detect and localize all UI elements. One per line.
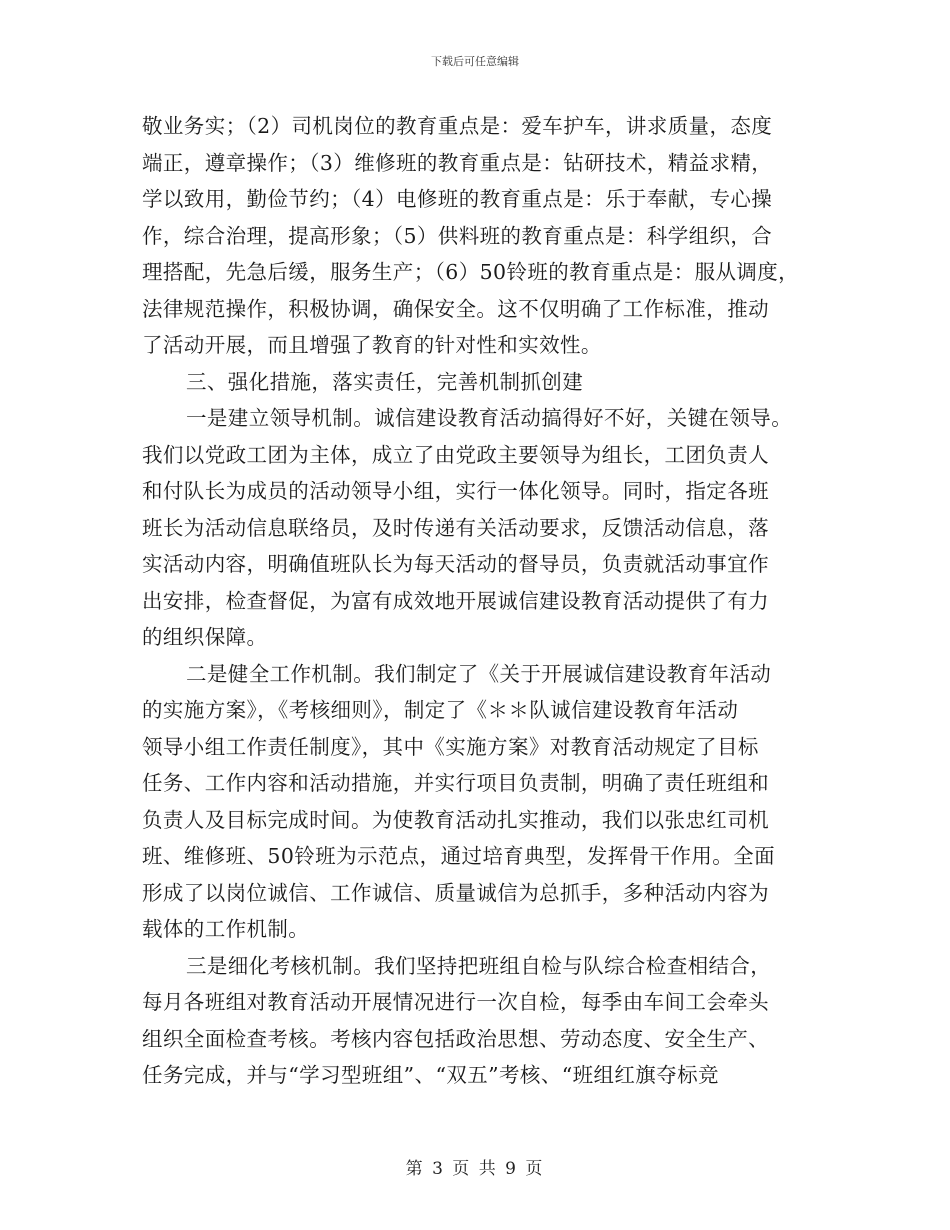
body-line: 任务完成，并与“学习型班组”、“双五”考核、“班组红旗夺标竞: [142, 1063, 719, 1087]
body-line: 实活动内容，明确值班队长为每天活动的督导员，负责就活动事宜作: [142, 552, 769, 576]
body-line: 的实施方案》，《考核细则》，制定了《＊＊队诚信建设教育年活动: [142, 698, 739, 722]
document-body: [142, 108, 822, 1094]
body-line: 了活动开展，而且增强了教育的针对性和实效性。: [142, 333, 602, 357]
body-line: 学以致用，勤俭节约；（4）电修班的教育重点是：乐于奉献，专心操: [142, 187, 773, 211]
paragraph-start-line: 一是建立领导机制。诚信建设教育活动搞得好不好，关键在领导。: [186, 406, 793, 430]
body-line: 每月各班组对教育活动开展情况进行一次自检，每季由车间工会牵头: [142, 990, 769, 1014]
body-line: 法律规范操作，积极协调，确保安全。这不仅明确了工作标准，推动: [142, 296, 769, 321]
body-line: 理搭配，先急后缓，服务生产；（6）50铃班的教育重点是：服从调度，: [142, 260, 800, 284]
body-line: 的组织保障。: [142, 625, 268, 649]
body-line: 和付队长为成员的活动领导小组，实行一体化领导。同时，指定各班: [142, 479, 769, 503]
body-line: 作，综合治理，提高形象；（5）供料班的教育重点是：科学组织，合: [142, 223, 773, 248]
body-line: 我们以党政工团为主体，成立了由党政主要领导为组长，工团负责人: [142, 442, 769, 467]
page-number-footer: 第 3 页 共 9 页: [405, 1159, 545, 1179]
body-line: 组织全面检查考核。考核内容包括政治思想、劳动态度、安全生产、: [142, 1026, 769, 1051]
paragraph-start-line: 三是细化考核机制。我们坚持把班组自检与队综合检查相结合，: [186, 953, 772, 978]
body-line: 领导小组工作责任制度》，其中《实施方案》对教育活动规定了目标: [142, 734, 759, 759]
body-line: 班长为活动信息联络员，及时传递有关活动要求，反馈活动信息，落: [142, 515, 769, 540]
body-line: 形成了以岗位诚信、工作诚信、质量诚信为总抓手，多种活动内容为: [142, 880, 769, 905]
body-line: 敬业务实；（2）司机岗位的教育重点是：爱车护车，讲求质量，态度: [142, 114, 773, 138]
body-line: 载体的工作机制。: [142, 917, 310, 941]
section-heading: 三、强化措施，落实责任，完善机制抓创建: [186, 369, 584, 394]
body-line: 班、维修班、50铃班为示范点，通过培育典型，发挥骨干作用。全面: [142, 844, 775, 868]
paragraph-start-line: 二是健全工作机制。我们制定了《关于开展诚信建设教育年活动: [186, 661, 772, 686]
body-line: 任务、工作内容和活动措施，并实行项目负责制，明确了责任班组和: [142, 771, 769, 795]
body-line: 负责人及目标完成时间。为使教育活动扎实推动，我们以张忠红司机: [142, 807, 769, 832]
body-line: 出安排，检查督促，为富有成效地开展诚信建设教育活动提供了有力: [142, 588, 769, 613]
body-line: 端正，遵章操作；（3）维修班的教育重点是：钻研技术，精益求精，: [142, 150, 773, 175]
header-note: 下载后可任意编辑: [431, 55, 519, 68]
